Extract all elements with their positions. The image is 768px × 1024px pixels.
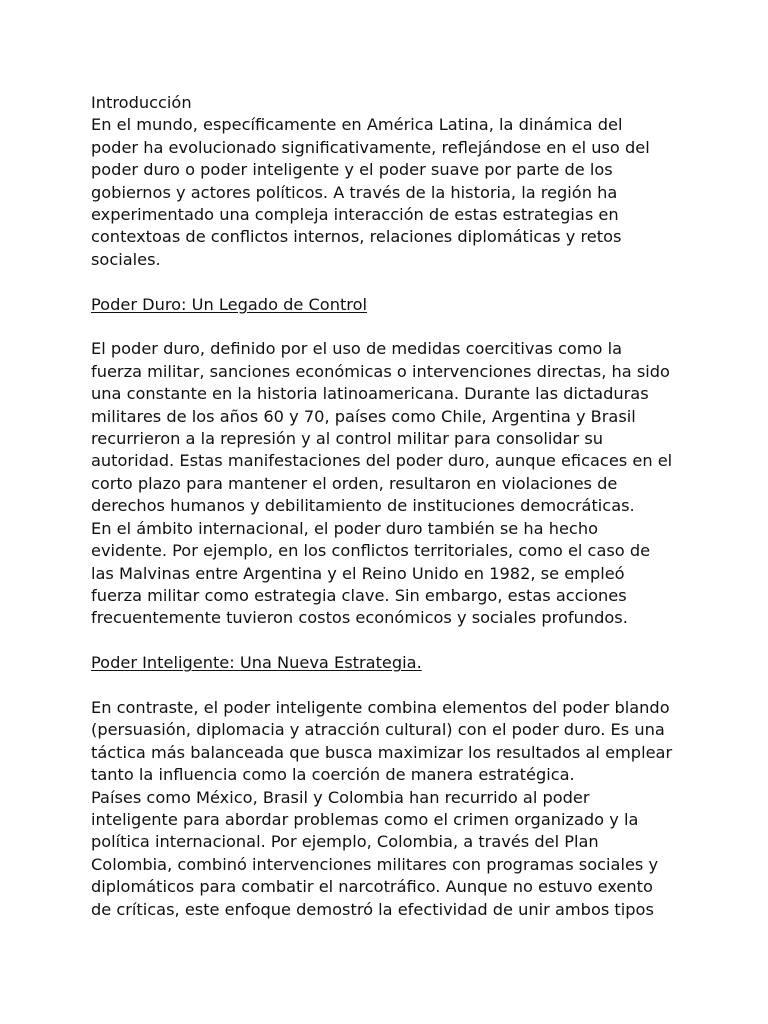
body-line: fuerza militar como estrategia clave. Sin embargo, estas acciones — [91, 585, 627, 605]
body-line: las Malvinas entre Argentina y el Reino Unido en 1982, se empleó — [91, 563, 625, 583]
body-line: política internacional. Por ejemplo, Colombia, a través del Plan — [91, 832, 599, 852]
body-line: fuerza militar, sanciones económicas o intervenciones directas, ha sido — [91, 361, 670, 381]
body-line: corto plazo para mantener el orden, resultaron en violaciones de — [91, 473, 618, 493]
intro-line: poder duro o poder inteligente y el poder suave por parte de los — [91, 160, 613, 180]
intro-paragraph — [91, 114, 691, 271]
paragraph-gap — [91, 675, 691, 697]
body-line: militares de los años 60 y 70, países como Chile, Argentina y Brasil — [91, 406, 636, 426]
body-line: tanto la influencia como la coerción de manera estratégica. — [91, 765, 575, 785]
section-heading-poder-inteligente: Poder Inteligente: Una Nueva Estrategia. — [91, 653, 422, 673]
poder-duro-paragraph-2 — [91, 518, 691, 630]
intro-line: En el mundo, específicamente en América Latina, la dinámica del — [91, 115, 623, 135]
body-line: frecuentemente tuvieron costos económicos y sociales profundos. — [91, 608, 628, 628]
intro-title: Introducción — [91, 93, 192, 112]
paragraph-gap — [91, 630, 691, 652]
body-line: autoridad. Estas manifestaciones del poder duro, aunque eficaces en el — [91, 451, 673, 471]
document-page — [91, 92, 691, 921]
body-line: de críticas, este enfoque demostró la efectividad de unir ambos tipos — [91, 899, 654, 919]
poder-duro-paragraph-1 — [91, 338, 691, 517]
body-line: una constante en la historia latinoamericana. Durante las dictaduras — [91, 384, 649, 404]
body-line: Países como México, Brasil y Colombia han recurrido al poder — [91, 787, 590, 807]
body-line: evidente. Por ejemplo, en los conflictos territoriales, como el caso de — [91, 541, 651, 561]
poder-inteligente-paragraph-1 — [91, 697, 691, 787]
body-line: táctica más balanceada que busca maximizar los resultados al emplear — [91, 742, 673, 762]
body-line: inteligente para abordar problemas como el crimen organizado y la — [91, 809, 639, 829]
intro-line: sociales. — [91, 249, 161, 269]
body-line: Colombia, combinó intervenciones militares con programas sociales y — [91, 854, 659, 874]
paragraph-gap — [91, 316, 691, 338]
section-heading-poder-duro: Poder Duro: Un Legado de Control — [91, 294, 368, 314]
intro-line: poder ha evolucionado significativamente, reflejándose en el uso del — [91, 137, 650, 157]
intro-line: contextoas de conflictos internos, relaciones diplomáticas y retos — [91, 227, 622, 247]
body-line: diplomáticos para combatir el narcotráfico. Aunque no estuvo exento — [91, 877, 653, 897]
body-line: derechos humanos y debilitamiento de instituciones democráticas. — [91, 496, 635, 516]
body-line: El poder duro, definido por el uso de medidas coercitivas como la — [91, 339, 623, 359]
body-line: En el ámbito internacional, el poder duro también se ha hecho — [91, 518, 598, 538]
paragraph-gap — [91, 271, 691, 293]
body-line: (persuasión, diplomacia y atracción cultural) con el poder duro. Es una — [91, 720, 665, 740]
intro-line: experimentado una compleja interacción de estas estrategias en — [91, 205, 619, 225]
body-line: En contraste, el poder inteligente combina elementos del poder blando — [91, 697, 670, 717]
body-line: recurrieron a la represión y al control militar para consolidar su — [91, 429, 604, 449]
intro-line: gobiernos y actores políticos. A través de la historia, la región ha — [91, 182, 618, 202]
poder-inteligente-paragraph-2 — [91, 787, 691, 921]
